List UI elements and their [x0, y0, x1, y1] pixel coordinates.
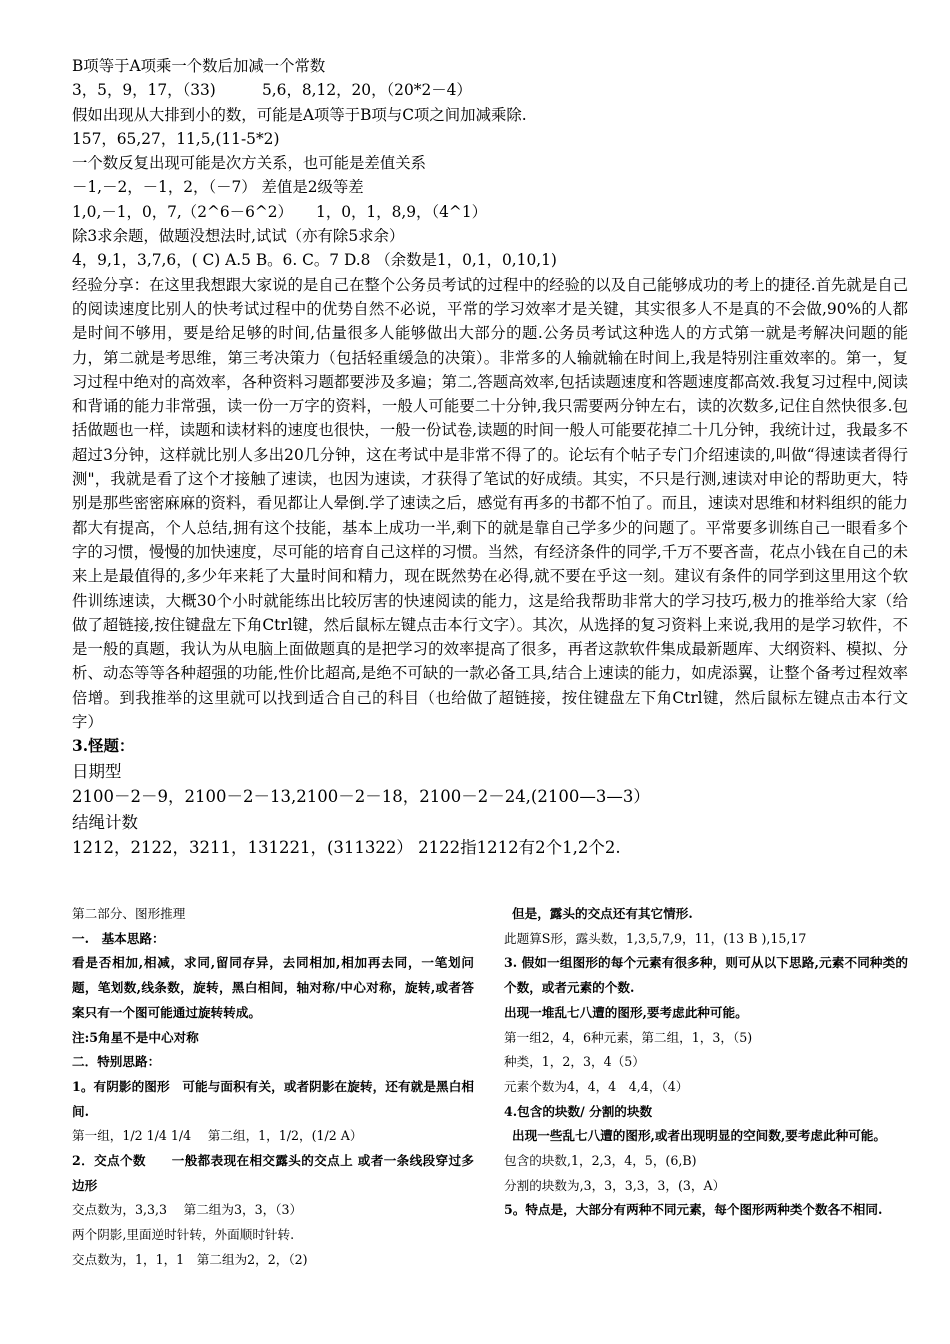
column-paragraph: 2．交点个数 一般都表现在相交露头的交点上 或者一条线段穿过多边形 [72, 1153, 474, 1193]
column-paragraph: 出现一堆乱七八遭的图形,要考虑此种可能。 [504, 1004, 748, 1020]
column-paragraph: 出现一些乱七八遭的图形,或者出现明显的空间数,要考虑此种可能。 [512, 1128, 886, 1144]
text-line: 结绳计数 [72, 812, 138, 832]
column-paragraph: 分割的块数为,3，3，3,3，3，(3，A） [504, 1177, 726, 1193]
section-heading: 3.怪题： [72, 737, 135, 756]
column-paragraph: 3. 假如一组图形的每个元素有很多种，则可从以下思路,元素不同种类的个数，或者元素的个数. [504, 955, 908, 996]
column-paragraph: 元素个数为4，4，4 4,4，（4） [504, 1078, 689, 1094]
column-paragraph: 但是，露头的交点还有其它情形. [512, 906, 693, 921]
column-paragraph: 两个阴影,里面逆时针转，外面顺时针转. [72, 1227, 295, 1243]
column-paragraph: 看是否相加,相减，求同,留同存异，去同相加,相加再去同，一笔划问题，笔划数,线条数，旋转，黑白相间，轴对称/中心对称，旋转,或者答案只有一个图可能通过旋转转成。 [72, 955, 474, 1020]
text-line: 4，9,1，3,7,6，( C) A.5 B。6. C。7 D.8 （余数是1，0,1，0,10,1) [72, 251, 557, 270]
text-line: 2100－2－9，2100－2－13,2100－2－18，2100－2－24,(2100—3—3） [72, 787, 650, 807]
main-text-block [72, 54, 908, 861]
column-paragraph: 交点数为，3,3,3 第二组为3，3，（3） [72, 1202, 303, 1218]
text-line: 日期型 [72, 761, 122, 781]
left-column [72, 902, 474, 1273]
column-paragraph: 第一组，1/2 1/4 1/4 第二组，1，1/2，(1/2 A） [72, 1128, 363, 1144]
right-column [504, 902, 908, 1223]
column-paragraph: 包含的块数,1，2,3，4，5，(6,B) [504, 1153, 697, 1169]
text-line: 1,0,－1，0，7,（2^6－6^2） 1，0，1，8,9，（4^1） [72, 202, 487, 221]
column-paragraph: 第二部分、图形推理 [72, 906, 186, 921]
text-line: 1212，2122，3211，131221，(311322） 2122指1212有2个1,2个2. [72, 838, 621, 858]
column-paragraph: 此题算S形，露头数，1,3,5,7,9，11，(13 B ),15,17 [504, 930, 807, 946]
column-paragraph: 交点数为，1，1，1 第二组为2，2，（2) [72, 1251, 308, 1267]
column-paragraph: 注:5角星不是中心对称 [72, 1029, 199, 1045]
text-line: 一个数反复出现可能是次方关系，也可能是差值关系 [72, 154, 426, 173]
text-line: B项等于A项乘一个数后加减一个常数 [72, 57, 326, 75]
column-paragraph: 种类，1，2，3，4（5） [504, 1054, 645, 1070]
text-line: 除3求余题，做题没想法时,试试（亦有除5求余） [72, 227, 405, 246]
text-line: 假如出现从大排到小的数，可能是A项等于B项与C项之间加减乘除. [72, 105, 527, 124]
text-line: 3，5，9，17，（33) 5,6，8,12，20，（20*2－4） [72, 81, 472, 100]
column-paragraph: 二．特别思路： [72, 1054, 161, 1070]
column-paragraph: 5。特点是，大部分有两种不同元素，每个图形两种类个数各不相同. [504, 1202, 883, 1218]
column-paragraph: 4.包含的块数/ 分割的块数 [504, 1103, 653, 1119]
text-line: －1,－2，－1，2，（－7） 差值是2级等差 [72, 178, 364, 197]
experience-paragraph: 经验分享：在这里我想跟大家说的是自己在整个公务员考试的过程中的经验的以及自己能够成功的考上的捷径.首先就是自己的阅读速度比别人的快考试过程中的优势自然不必说，平常的学习效率才是关键，其实很多人不是真的不会做,90%的人都是时间不够用，要是给足够的时间,估量很多人能够做出大部分的题.公务员考试这种选人的方式第一就是考解决问题的能力，第二就是考思维，第三考决策力（包括轻重缓急的决策）。非常多的人输就输在时间上,我是特别注重效率的。第一，复习过程中绝对的高效率，各种资料习题都要涉及多遍；第二,答题高效率,包括读题速度和答题速度都高效.我复习过程中,阅读和背诵的能力非常强，读一份一万字的资料，一般人可能要二十分钟,我只需要两分钟左右，读的次数多,记住自然快很多.包括做题也一样，读题和读材料的速度也很快，一般一份试卷,读题的时间一般人可能要花掉二十几分钟，我统计过，我最多不超过3分钟，这样就比别人多出20几分钟，这在考试中是非常不得了的。论坛有个帖子专门介绍速读的,叫做“得速读者得行测"，我就是看了这个才接触了速读，也因为速读，才获得了笔试的好成绩。其实，不只是行测,速读对申论的帮助更大，特别是那些密密麻麻的资料，看见都让人晕倒.学了速读之后，感觉有再多的书都不怕了。而且，速读对思维和材料组织的能力都大有提高，个人总结,拥有这个技能，基本上成功一半,剩下的就是靠自己学多少的问题了。平常要多训练自己一眼看多个字的习惯，慢慢的加快速度，尽可能的培育自己这样的习惯。当然，有经济条件的同学,千万不要吝啬，花点小钱在自己的未来上是最值得的,多少年来耗了大量时间和精力，现在既然势在必得,就不要在乎这一刻。建议有条件的同学到这里用这个软件训练速读，大概30个小时就能练出比较厉害的快速阅读的能力，这是给我帮助非常大的学习技巧,极力的推举给大家（给做了超链接,按住键盘左下角Ctrl键，然后鼠标左键点击本行文字）。其次，从选择的复习资料上来说,我用的是学习软件，不是一般的真题，我认为从电脑上面做题真的是把学习的效率提高了很多，再者这款软件集成最新题库、大纲资料、模拟、分析、动态等等各种超强的功能,性价比超高,是绝不可缺的一款必备工具,结合上速读的能力，如虎添翼，让整个备考过程效率倍增。到我推举的这里就可以找到适合自己的科目（也给做了超链接，按住键盘左下角Ctrl键，然后鼠标左键点击本行文字） [72, 275, 908, 732]
column-paragraph: 一. 基本思路： [72, 930, 165, 946]
text-line: 157，65,27，11,5,(11-5*2) [72, 129, 280, 148]
column-paragraph: 第一组2，4，6种元素，第二组，1，3，（5) [504, 1029, 753, 1045]
column-paragraph: 1。有阴影的图形 可能与面积有关，或者阴影在旋转，还有就是黑白相间. [72, 1078, 474, 1119]
